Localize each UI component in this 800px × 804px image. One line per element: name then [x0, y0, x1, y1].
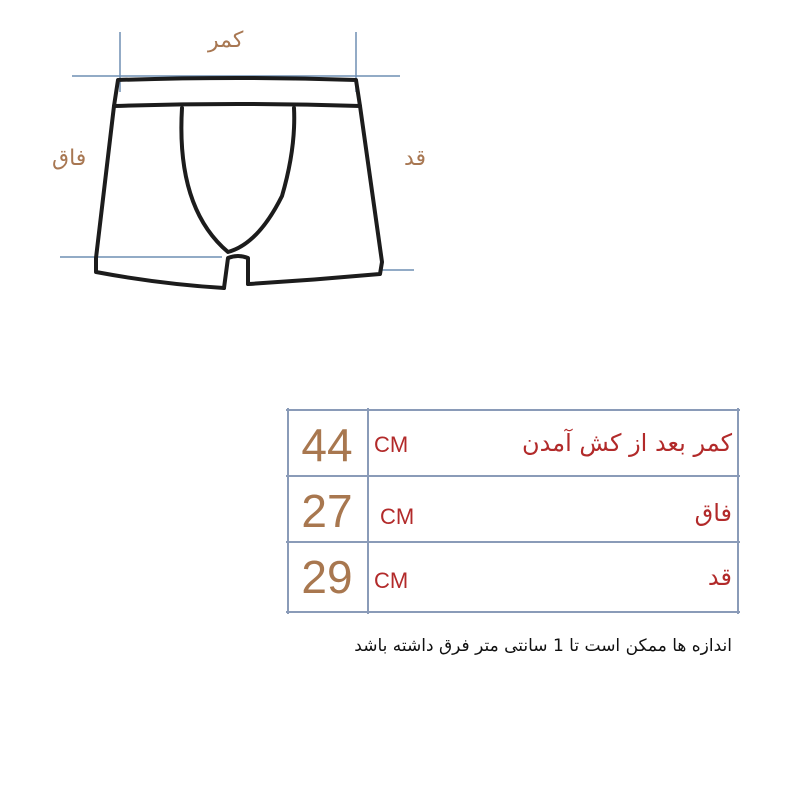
- right-side-seam: [248, 106, 382, 284]
- size-table: [286, 408, 740, 614]
- rise-label: فاق: [52, 146, 87, 171]
- rise-unit: CM: [380, 504, 415, 529]
- table-row: [286, 478, 740, 544]
- table-row: [286, 544, 740, 610]
- crotch-left: [224, 256, 248, 288]
- rise-value: 27: [301, 485, 353, 537]
- length-row-label: قد: [707, 563, 732, 591]
- length-label: قد: [404, 146, 427, 171]
- length-unit: CM: [374, 568, 409, 593]
- length-value: 29: [301, 551, 353, 603]
- measurement-lines: [60, 32, 414, 270]
- pouch: [181, 108, 294, 252]
- rise-row-label: فاق: [694, 499, 732, 527]
- waist-value: 44: [301, 419, 353, 471]
- waist-row-label: کمر بعد از کش آمدن: [522, 429, 732, 457]
- waist-label: کمر: [208, 28, 244, 53]
- waistband: [114, 78, 360, 106]
- tolerance-note: اندازه ها ممکن است تا 1 سانتی متر فرق داشته باشد: [354, 636, 732, 656]
- table-row: [286, 412, 740, 478]
- left-side-seam: [96, 106, 224, 288]
- waist-unit: CM: [374, 432, 409, 457]
